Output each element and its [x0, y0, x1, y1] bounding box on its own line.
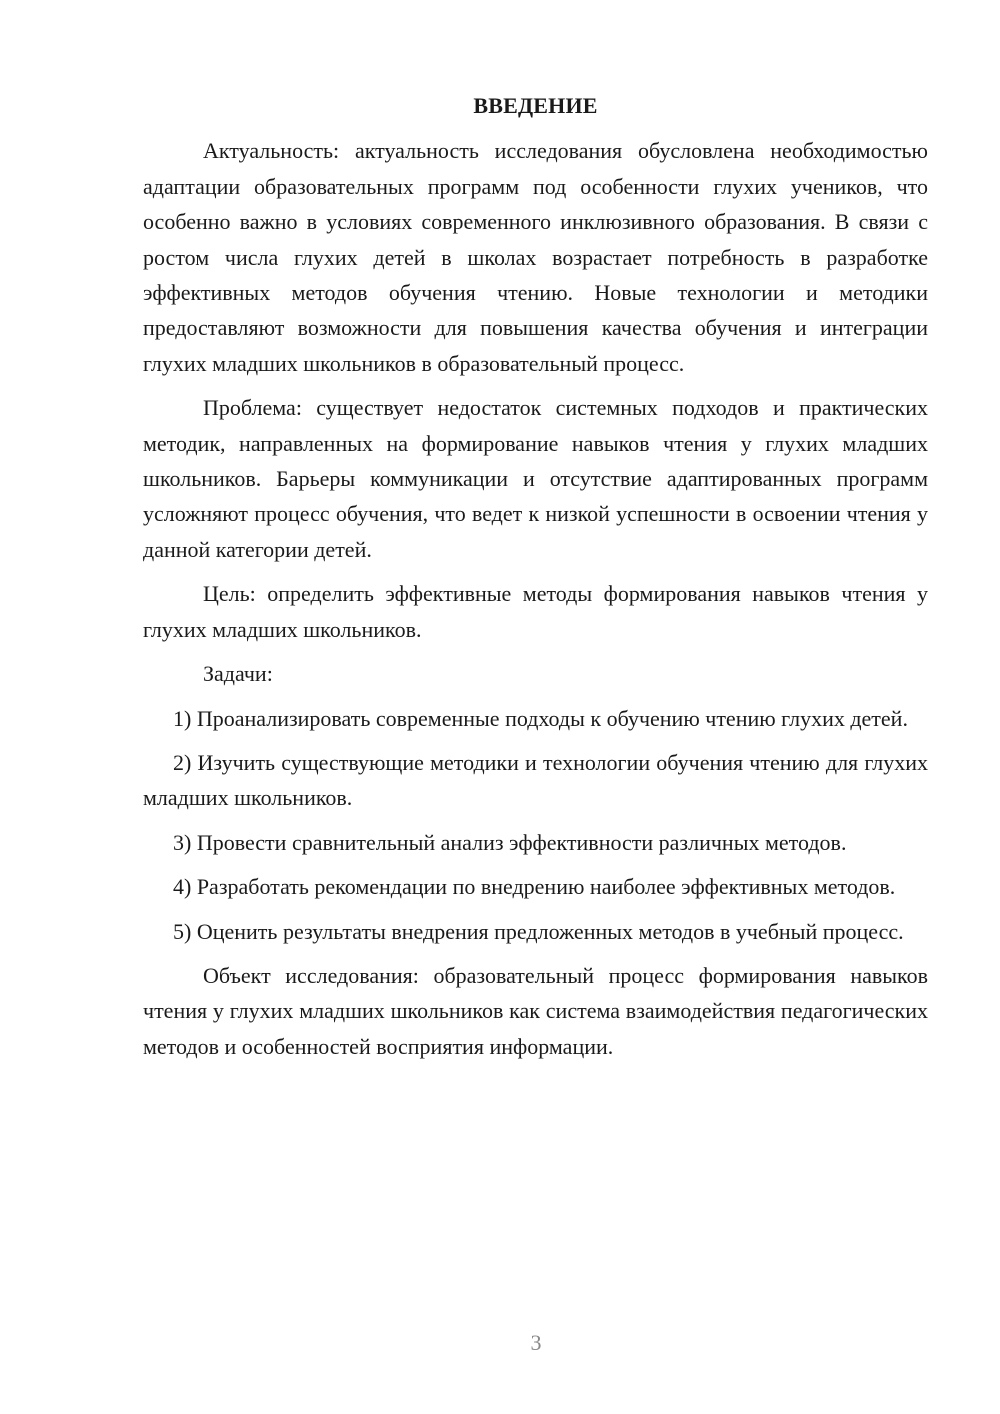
- relevance-paragraph: Актуальность: актуальность исследования обусловлена необходимостью адаптации образовательных программ под особенности глухих учеников, что особенно важно в условиях современного инклюзивного образования. В связи с ростом числа глухих детей в школах возрастает потребность в разработке эффективных методов обучения чтению. Новые технологии и методики предоставляют возможности для повышения качества обучения и интеграции глухих младших школьников в образовательный процесс.: [143, 138, 928, 376]
- document-page: [143, 88, 928, 1073]
- page-number: 3: [530, 1330, 542, 1355]
- task-item: 4) Разработать рекомендации по внедрению наиболее эффективных методов.: [173, 874, 896, 900]
- section-heading: ВВЕДЕНИЕ: [473, 93, 598, 118]
- object-paragraph: Объект исследования: образовательный процесс формирования навыков чтения у глухих младших школьников как система взаимодействия педагогических методов и особенностей восприятия информации.: [143, 962, 928, 1059]
- goal-paragraph: Цель: определить эффективные методы формирования навыков чтения у глухих младших школьников.: [143, 581, 928, 642]
- problem-paragraph: Проблема: существует недостаток системных подходов и практических методик, направленных на формирование навыков чтения у глухих младших школьников. Барьеры коммуникации и отсутствие адаптированных программ усложняют процесс обучения, что ведет к низкой успешности в освоении чтения у данной категории детей.: [143, 395, 928, 562]
- task-item: 3) Провести сравнительный анализ эффективности различных методов.: [173, 829, 847, 855]
- task-item: 2) Изучить существующие методики и технологии обучения чтению для глухих младших школьников.: [143, 749, 928, 811]
- task-item: 5) Оценить результаты внедрения предложенных методов в учебный процесс.: [173, 918, 904, 944]
- task-item: 1) Проанализировать современные подходы к обучению чтению глухих детей.: [173, 705, 908, 731]
- tasks-label: Задачи:: [203, 661, 273, 687]
